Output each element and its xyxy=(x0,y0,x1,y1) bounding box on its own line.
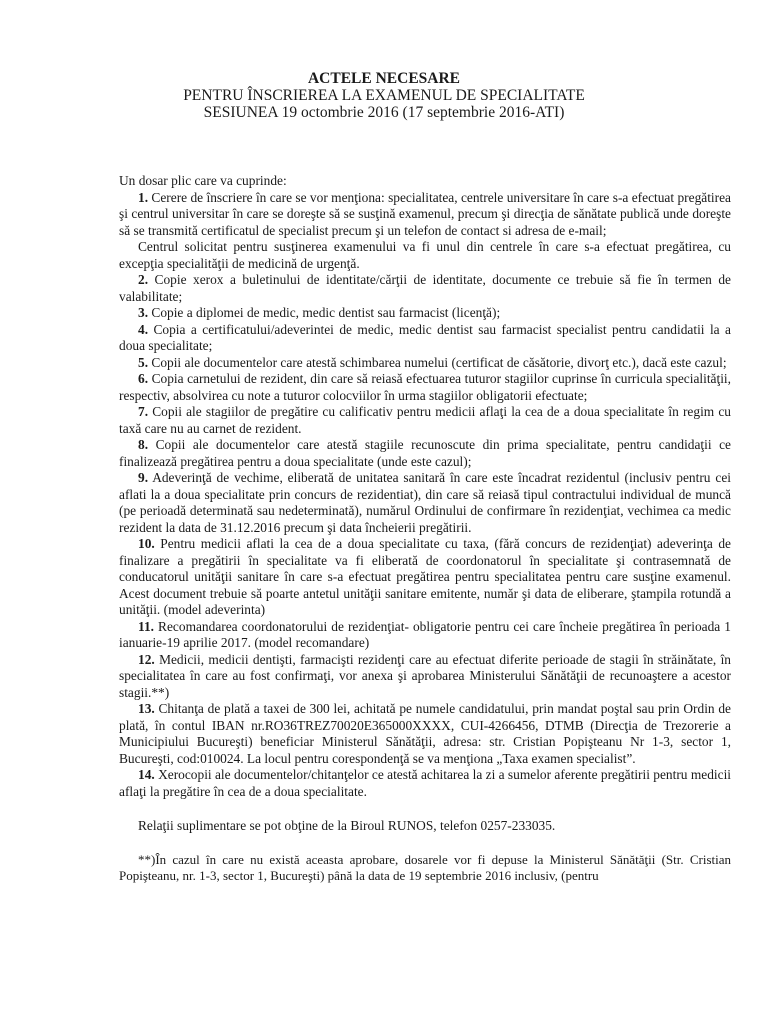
item-number: 8. xyxy=(138,437,149,452)
item-text: Copia a certificatului/adeverintei de medic, medic dentist sau farmacist specialist pentru candidatii la a doua specialitate; xyxy=(119,321,731,353)
list-item-12 xyxy=(119,652,731,702)
item-number: 6. xyxy=(138,371,149,386)
item-text: Cerere de înscriere în care se vor menţiona: specialitatea, centrele universitare în care s-a efectuat pregătirea şi centrul universitar în care se doreşte să se susţină examenul, precum şi direcţia de sănătate publică unde doreşte să se transmită certificatul de specialist precum şi un telefon de contact si adresa de e-mail; xyxy=(119,189,731,238)
item-number: 1. xyxy=(138,189,149,205)
item-number: 4. xyxy=(138,321,149,337)
item-text: Pentru medicii aflati la cea de a doua specialitate cu taxa, (fără concurs de rezidenţiat) adeverinţa de finalizare a pregătirii în specialitate va fi eliberată de coordonatorul în specialitate şi contrasemnată de conducatorul unităţii sanitare în care s-a efectuat pregătirea pentru specialitatea pentru care susţine examenul. Acest document trebuie să poarte antetul unităţii sanitare emitente, număr şi data de eliberare, ştampila rotundă a unităţii. (model adeverinta) xyxy=(119,536,731,617)
item-number: 14. xyxy=(138,767,155,782)
list-item-9 xyxy=(119,470,731,536)
item-number: 13. xyxy=(138,701,155,716)
list-item-4 xyxy=(119,322,731,355)
footnote: **)În cazul în care nu există aceasta aprobare, dosarele vor fi depuse la Ministerul Sănătăţii (Str. Cristian Popişteanu, nr. 1-3, sector 1, Bucureşti) până la data de 19 septembrie 2016 inclusiv, (pentru xyxy=(119,851,731,883)
item-text: Copia carnetului de rezident, din care să reiasă efectuarea tuturor stagiilor cuprinse în curricula specialităţii, respectiv, absolvirea cu note a tuturor colocviilor în urma stagiilor obligatorii efectuate; xyxy=(119,371,731,403)
item-number: 11. xyxy=(138,618,154,634)
document-subtitle: PENTRU ÎNSCRIEREA LA EXAMENUL DE SPECIALITATE xyxy=(183,87,585,104)
list-item-1 xyxy=(119,190,731,240)
item-number: 2. xyxy=(138,272,149,287)
list-item-5 xyxy=(119,355,731,372)
item-number: 3. xyxy=(138,305,149,320)
item-text: Medicii, medicii dentişti, farmacişti rezidenţi care au efectuat diferite perioade de stagii în străinătate, în specialitatea în care au fost confirmaţi, vor anexa şi aprobarea Ministerului Sănătăţii de recunoaştere a acestor stagii.**) xyxy=(119,651,731,700)
item-text: Copii ale stagiilor de pregătire cu calificativ pentru medicii aflaţi la cea de a doua specialitate în regim cu taxă care nu au carnet de rezident. xyxy=(119,404,731,436)
list-item-3 xyxy=(119,305,731,322)
item-text: Copie xerox a buletinului de identitate/cărţii de identitate, documente ce trebuie să fie în termen de valabilitate; xyxy=(119,272,731,304)
contact-line: Relaţii suplimentare se pot obţine de la Biroul RUNOS, telefon 0257-233035. xyxy=(138,818,556,833)
item-text: Chitanţa de plată a taxei de 300 lei, achitată pe numele candidatului, prin mandat poştal sau prin Ordin de plată, în contul IBAN nr.RO36TREZ70020E365000XXXX, CUI-4266456, DTMB (Direcţia de Trezorerie a Municipiului Bucureşti) beneficiar Ministerul Sănătăţii, adresa: str. Cristian Popişteanu Nr 1-3, sector 1, Bucureşti, cod:010024. La locul pentru corespondenţă se va menţiona „Taxa examen specialist”. xyxy=(119,701,731,766)
intro-line: Un dosar plic care va cuprinde: xyxy=(119,173,287,188)
item-number: 9. xyxy=(138,470,149,485)
item-text: Centrul solicitat pentru susţinerea examenului va fi unul din centrele în care s-a efectuat pregătirea, cu excepţia specialităţii de medicină de urgenţă. xyxy=(119,239,731,271)
list-item-8 xyxy=(119,437,731,470)
list-item-1-note xyxy=(119,239,731,272)
document-header xyxy=(0,70,768,121)
list-item-11 xyxy=(119,619,731,652)
item-text: Recomandarea coordonatorului de rezidenţiat- obligatorie pentru cei care încheie pregătirea în perioada 1 ianuarie-19 aprilie 2017. (model recomandare) xyxy=(119,618,731,650)
list-item-2 xyxy=(119,272,731,305)
item-number: 10. xyxy=(138,536,155,551)
list-item-14 xyxy=(119,767,731,800)
item-number: 7. xyxy=(138,404,149,419)
session-line: SESIUNEA 19 octombrie 2016 (17 septembrie 2016-ATI) xyxy=(203,104,565,121)
list-item-13 xyxy=(119,701,731,767)
list-item-7 xyxy=(119,404,731,437)
item-text: Copii ale documentelor care atestă schimbarea numelui (certificat de căsătorie, divorţ etc.), dacă este cazul; xyxy=(148,354,727,370)
spacer xyxy=(119,800,731,818)
spacer xyxy=(119,835,731,852)
item-text: Copie a diplomei de medic, medic dentist sau farmacist (licenţă); xyxy=(148,305,501,320)
list-item-6 xyxy=(119,371,731,404)
item-number: 12. xyxy=(138,651,155,667)
item-text: Adeverinţă de vechime, eliberată de unitatea sanitară în care este încadrat rezidentul (inclusiv pentru cei aflati la a doua specialitate prin concurs de rezidentiat), din care să reiasă tipul contractului individual de muncă (pe perioadă determinată sau nedeterminată), numărul Ordinului de confirmare în rezidenţiat, vechimea ca medic rezident la data de 31.12.2016 precum şi data încheierii pregătirii. xyxy=(119,470,731,535)
item-text: Xerocopii ale documentelor/chitanţelor ce atestă achitarea la zi a sumelor aferente pregătirii pentru medicii aflaţi la pregătire în cea de a doua specialitate. xyxy=(119,767,732,799)
item-text: Copii ale documentelor care atestă stagiile recunoscute din prima specialitate, pentru candidaţii ce finalizează pregătirea pentru a doua specialitate (unde este cazul); xyxy=(119,437,731,469)
list-item-10 xyxy=(119,536,731,619)
item-number: 5. xyxy=(138,354,149,370)
document-body xyxy=(119,173,731,885)
document-title: ACTELE NECESARE xyxy=(307,70,461,87)
